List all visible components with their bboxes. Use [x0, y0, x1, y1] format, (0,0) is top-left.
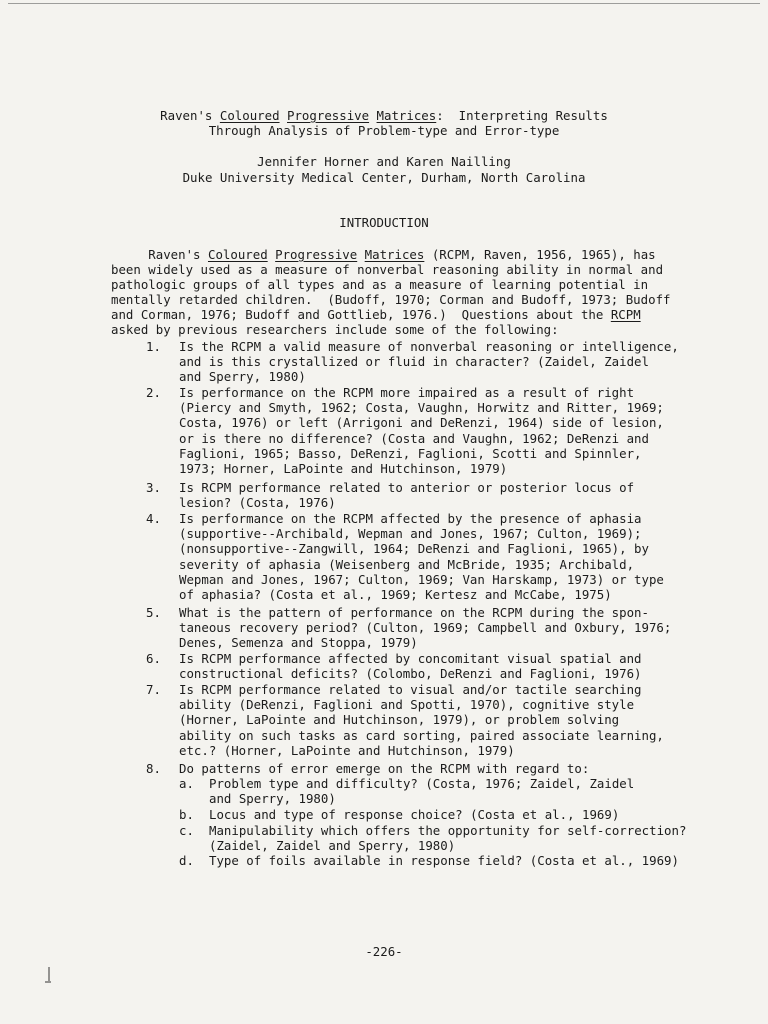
sub-item-letter: c.	[179, 823, 194, 838]
sub-item-text: Locus and type of response choice? (Costa et al., 1969)	[209, 807, 620, 822]
item-text: What is the pattern of performance on the RCPM during the spon- taneous recovery period? (Culton, 1969; Campbell and Oxbury, 1976; Denes, Semenza and Stoppa, 1979)	[179, 605, 672, 651]
affiliation: Duke University Medical Center, Durham, North Carolina	[182, 170, 586, 185]
margin-mark-icon	[44, 966, 52, 986]
top-rule	[8, 3, 760, 4]
intro-line-3: pathologic groups of all types and as a measure of learning potential in	[111, 277, 649, 292]
sub-item-letter: d.	[179, 853, 194, 868]
title-line-2: Through Analysis of Problem-type and Error-type	[208, 123, 560, 138]
intro-line-2: been widely used as a measure of nonverbal reasoning ability in normal and	[111, 262, 664, 277]
item-text: Do patterns of error emerge on the RCPM with regard to:	[179, 761, 590, 776]
item-number: 3.	[146, 480, 161, 495]
item-text: Is performance on the RCPM more impaired as a result of right (Piercy and Smyth, 1962; Costa, Vaughn, Horwitz and Ritter, 1969; Costa, 1976) or left (Arrigoni and DeRenzi, 1964) side of lesion, or is there no difference? (Costa and Vaughn, 1962; DeRenzi and Faglioni, 1965; Basso, DeRenzi, Faglioni, Scotti and Spinnler, 1973; Horner, LaPointe and Hutchinson, 1979)	[179, 385, 664, 477]
item-number: 7.	[146, 682, 161, 697]
item-text: Is performance on the RCPM affected by the presence of aphasia (supportive--Archibald, Wepman and Jones, 1967; Culton, 1969); (nonsupportive--Zangwill, 1964; DeRenzi and Faglioni, 1965), by severity of aphasia (Weisenberg and McBride, 1935; Archibald, Wepman and Jones, 1967; Culton, 1969; Van Harskamp, 1973) or type of aphasia? (Costa et al., 1969; Kertesz and McCabe, 1975)	[179, 511, 664, 603]
item-text: Is RCPM performance related to visual and/or tactile searching ability (DeRenzi, Faglioni and Spotti, 1970), cognitive style (Horner, LaPointe and Hutchinson, 1979), or problem solving ability on such tasks as card sorting, paired associate learning, etc.? (Horner, LaPointe and Hutchinson, 1979)	[179, 682, 664, 758]
section-heading: INTRODUCTION	[339, 215, 429, 230]
authors: Jennifer Horner and Karen Nailling	[257, 154, 511, 169]
item-number: 2.	[146, 385, 161, 400]
item-number: 5.	[146, 605, 161, 620]
intro-line-4: mentally retarded children. (Budoff, 1970; Corman and Budoff, 1973; Budoff	[111, 292, 671, 307]
sub-item-text: Type of foils available in response field? (Costa et al., 1969)	[209, 853, 679, 868]
page-number: -226-	[365, 944, 403, 959]
item-number: 8.	[146, 761, 161, 776]
sub-item-letter: a.	[179, 776, 194, 791]
item-text: Is the RCPM a valid measure of nonverbal reasoning or intelligence, and is this crystallized or fluid in character? (Zaidel, Zaidel and Sperry, 1980)	[179, 339, 679, 385]
intro-line-6: asked by previous researchers include some of the following:	[111, 322, 559, 337]
item-number: 1.	[146, 339, 161, 354]
sub-item-text: Problem type and difficulty? (Costa, 1976; Zaidel, Zaidel and Sperry, 1980)	[209, 776, 635, 807]
item-number: 4.	[146, 511, 161, 526]
item-text: Is RCPM performance affected by concomitant visual spatial and constructional deficits? (Colombo, DeRenzi and Faglioni, 1976)	[179, 651, 642, 682]
intro-line-1: Raven's Coloured Progressive Matrices (RCPM, Raven, 1956, 1965), has	[111, 247, 656, 262]
sub-item-letter: b.	[179, 807, 194, 822]
intro-line-5: and Corman, 1976; Budoff and Gottlieb, 1976.) Questions about the RCPM	[111, 307, 641, 322]
sub-item-text: Manipulability which offers the opportunity for self-correction? (Zaidel, Zaidel and Sperry, 1980)	[209, 823, 687, 854]
item-number: 6.	[146, 651, 161, 666]
item-text: Is RCPM performance related to anterior or posterior locus of lesion? (Costa, 1976)	[179, 480, 635, 511]
title-line-1: Raven's Coloured Progressive Matrices: Interpreting Results	[160, 108, 608, 123]
